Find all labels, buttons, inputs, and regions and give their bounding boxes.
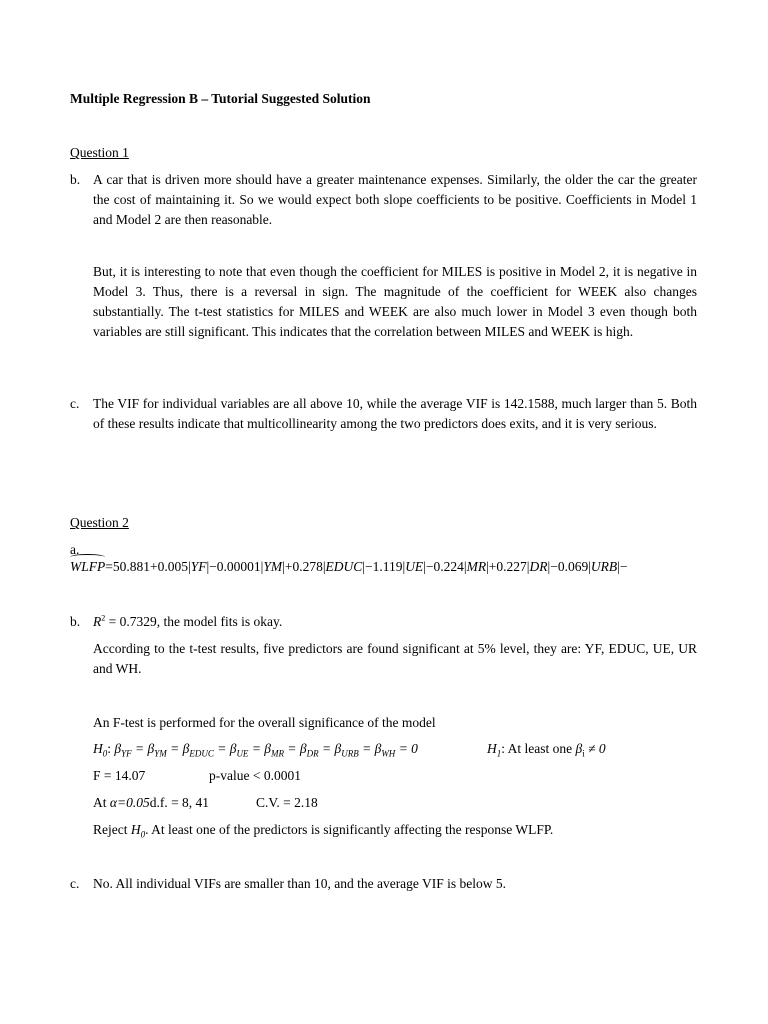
beta-dr: = β [284,741,307,756]
beta-educ: = β [166,741,190,756]
regression-equation: WLFP=50.881+0.005|YF|−0.00001|YM|+0.278|EDUC|−1.119|UE|−0.224|MR|+0.227|DR|−0.069|URB|− [70,557,627,577]
equation-coef-dr: +0.227 [488,559,527,574]
beta-yf: β [114,741,122,756]
beta-urb-sub: URB [341,748,359,759]
q1-b-paragraph-2: But, it is interesting to note that even though the coefficient for MILES is positive in Model 2, it is negative in Model 3. Thus, there is a reversal in sign. The magnitude of the coefficient for WEEK also changes substantially. The t-test statistics for MILES and WEEK are also much lower in Model 3 even though both variables are still significant. This indicates that the correlation between MILES and WEEK is high. [93,264,697,339]
equation-coef-ym: −0.00001 [209,559,261,574]
q2-c-paragraph: No. All individual VIFs are smaller than 10, and the average VIF is below 5. [93,876,507,891]
h1-beta-sub: i [582,748,585,759]
beta-ue-sub: UE [236,748,249,759]
reject-text: . At least one of the predictors is significantly affecting the response WLFP. [145,822,554,837]
beta-ym-sub: YM [154,748,167,759]
h0-sub: 0 [102,748,108,759]
alpha-prefix: At [93,795,110,810]
equation-term-ym: YM [263,559,283,574]
h1-beta: β [575,741,583,756]
equation-term-ue: UE [405,559,424,574]
null-hypothesis [93,739,418,759]
document-title: Multiple Regression B – Tutorial Suggested Solution [70,91,371,106]
alpha-line [93,793,209,813]
ftest-intro: An F-test is performed for the overall significance of the model [93,715,436,730]
f-statistic: F = 14.07 [93,768,146,783]
h0-zero: = 0 [395,741,418,756]
r-squared-symbol: R [93,614,102,629]
q2-b-marker: b. [70,614,81,629]
question-1-heading: Question 1 [70,145,129,160]
ttest-paragraph: According to the t-test results, five predictors are found significant at 5% level, they are: YF, EDUC, UE, UR and WH. [93,641,697,676]
degrees-of-freedom: d.f. = 8, 41 [149,795,210,810]
beta-yf-sub: YF [121,748,132,759]
beta-dr-sub: DR [306,748,319,759]
h1-text: : At least one [501,741,576,756]
equation-coef-educ: +0.278 [284,559,323,574]
beta-wh: = β [358,741,382,756]
question-2-heading: Question 2 [70,515,129,530]
r-squared-text: = 0.7329, the model fits is okay. [105,614,283,629]
q1-c-paragraph: The VIF for individual variables are all above 10, while the average VIF is 142.1588, much larger than 5. Both of these results indicate that multicollinearity among the two predictors does exits, and it is very serious. [93,396,697,431]
beta-mr-sub: MR [271,748,285,759]
r-squared-exponent: 2 [101,613,106,623]
equation-intercept: =50.881+0.005 [105,559,188,574]
h0-symbol: H [93,741,103,756]
equation-coef-mr: −0.224 [425,559,464,574]
p-value: p-value < 0.0001 [209,768,301,783]
h1-symbol: H [487,741,497,756]
beta-ue: = β [213,741,237,756]
alpha-expression: α=0.05 [109,795,150,810]
q1-b-marker: b. [70,172,81,187]
beta-wh-sub: WH [381,748,396,759]
q1-c-marker: c. [70,396,80,411]
equation-term-urb: URB [590,559,618,574]
beta-urb: = β [318,741,342,756]
equation-coef-ue: −1.119 [364,559,403,574]
equation-tail: − [619,559,628,574]
critical-value: C.V. = 2.18 [256,795,318,810]
r-squared-line [93,612,282,632]
rejection-line [93,820,553,840]
q1-b-paragraph-1: A car that is driven more should have a greater maintenance expenses. Similarly, the older the car the greater the cost of maintaining it. So we would expect both slope coefficients to be positive. Coefficients in Model 1 and Model 2 are then reasonable. [93,172,697,227]
beta-mr: = β [248,741,272,756]
h1-sub: 1 [496,748,502,759]
equation-term-dr: DR [529,559,548,574]
equation-lhs: WLFP [70,557,105,577]
equation-term-mr: MR [466,559,487,574]
equation-coef-urb: −0.069 [550,559,589,574]
reject-h-symbol: H [130,822,141,837]
equation-term-educ: EDUC [325,559,363,574]
reject-prefix: Reject [93,822,131,837]
reject-h-sub: 0 [140,829,146,840]
q2-c-marker: c. [70,876,80,891]
h1-neq-zero: ≠ 0 [584,741,606,756]
alternative-hypothesis [487,739,606,759]
h0-colon: : [107,741,115,756]
q2-a-marker: a. [70,542,80,557]
equation-term-yf: YF [190,559,207,574]
beta-ym: = β [131,741,155,756]
beta-educ-sub: EDUC [189,748,214,759]
